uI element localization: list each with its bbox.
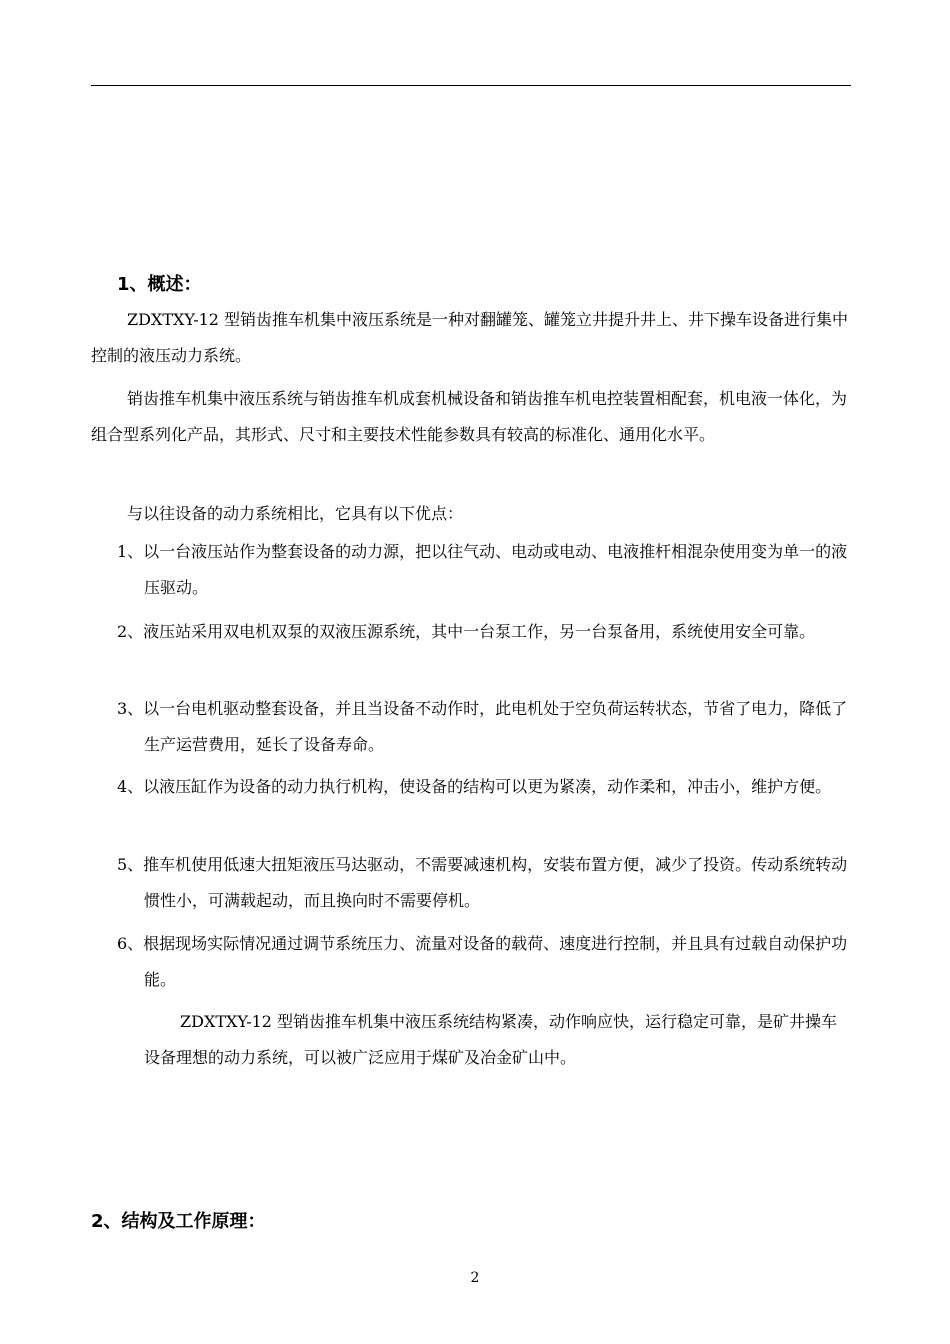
list-item: 2、液压站采用双电机双泵的双液压源系统，其中一台泵工作，另一台泵备用，系统使用安全可靠。 <box>117 622 816 641</box>
page-number: 2 <box>470 1270 480 1286</box>
header-rule <box>91 85 851 86</box>
paragraph-integration: 销齿推车机集中液压系统与销齿推车机成套机械设备和销齿推车机电控装置相配套，机电液一体化，为组合型系列化产品，其形式、尺寸和主要技术性能参数具有较高的标准化、通用化水平。 <box>91 389 848 444</box>
list-item: 6、根据现场实际情况通过调节系统压力、流量对设备的载荷、速度进行控制，并且具有过载自动保护功能。 <box>117 934 848 989</box>
list-item: 4、以液压缸作为设备的动力执行机构，使设备的结构可以更为紧凑，动作柔和，冲击小，维护方便。 <box>117 777 832 796</box>
paragraph-conclusion: ZDXTXY-12 型销齿推车机集中液压系统结构紧凑，动作响应快，运行稳定可靠，是矿井操车设备理想的动力系统，可以被广泛应用于煤矿及冶金矿山中。 <box>144 1012 838 1067</box>
list-item: 5、推车机使用低速大扭矩液压马达驱动，不需要减速机构，安装布置方便，减少了投资。传动系统转动惯性小，可满载起动，而且换向时不需要停机。 <box>117 855 848 910</box>
section-heading-structure: 2、结构及工作原理： <box>91 1211 266 1232</box>
paragraph-advantages-lead: 与以往设备的动力系统相比，它具有以下优点： <box>127 504 464 523</box>
list-item: 3、以一台电机驱动整套设备，并且当设备不动作时，此电机处于空负荷运转状态，节省了电力，降低了生产运营费用，延长了设备寿命。 <box>117 699 848 754</box>
paragraph-intro: ZDXTXY-12 型销齿推车机集中液压系统是一种对翻罐笼、罐笼立井提升井上、井下操车设备进行集中控制的液压动力系统。 <box>91 310 849 365</box>
section-heading-overview: 1、概述： <box>117 274 202 295</box>
list-item: 1、以一台液压站作为整套设备的动力源，把以往气动、电动或电动、电液推杆相混杂使用变为单一的液压驱动。 <box>117 542 848 597</box>
